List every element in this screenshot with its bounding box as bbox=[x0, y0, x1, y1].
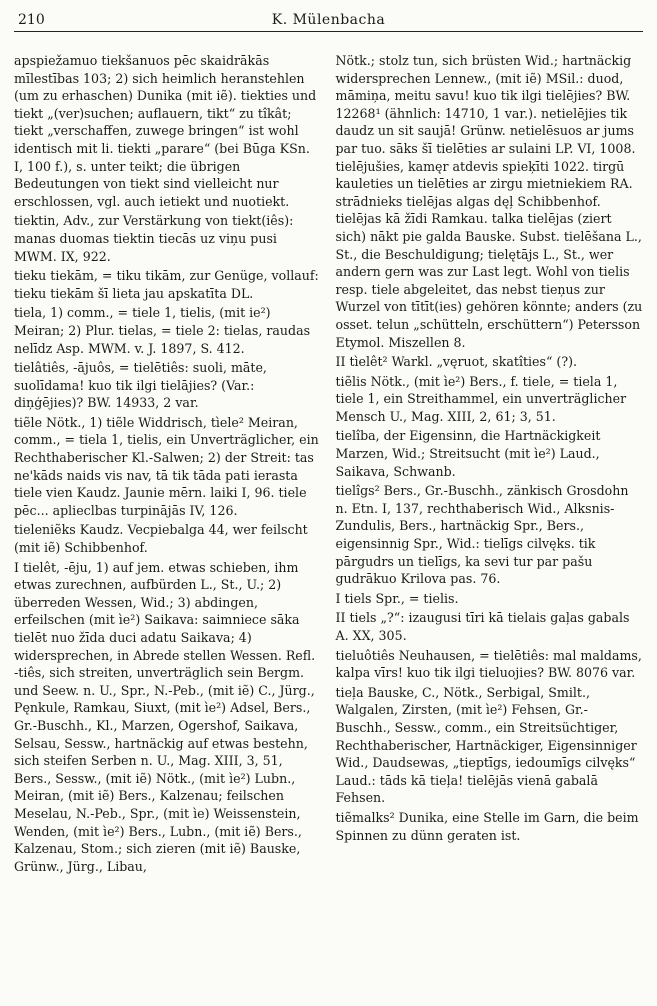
dictionary-entry: tielîba, der Eigensinn, die Hartnäckigkeit Marzen, Wid.; Streitsucht (mit ìe²) Laud., Saikava, Schwanb. bbox=[335, 428, 601, 479]
page-header bbox=[14, 12, 643, 32]
dictionary-entry: tielâtiês, -ājuôs, = tielētiês: suoli, māte, suolīdama! kuo tik ilgi tielājies? (Var.: diņģējies)? BW. 14933, 2 var. bbox=[14, 360, 267, 411]
dictionary-entry: tieku tiekām, = tiku tikām, zur Genüge, vollauf: tieku tiekām šī lieta jau apskatīta DL. bbox=[14, 268, 319, 301]
page-number: 210 bbox=[18, 12, 45, 28]
dictionary-entry: apspiežamuo tiekšanuos pēc skaidrākās mīlestības 103; 2) sich heimlich heranstehlen (um zu erhaschen) Dunika (mit iẽ). tiekties und tiekt „(ver)suchen; auflauern, tikt“ zu tîkât; tiekt „verschaffen, zuwege bringen“ ist wohl identisch mit li. tiekti „parare“ (bei Būga KSn. I, 100 f.), s. unter teikt; die übrigen Bedeutungen von tiekt sind vielleicht nur erschlossen, vgl. auch ietiekt und nuotiekt. bbox=[14, 53, 317, 209]
dictionary-entry: tiela, 1) comm., = tiele 1, tielis, (mit ie²) Meiran; 2) Plur. tielas, = tiele 2: tielas, raudas nelīdz Asp. MWM. v. J. 1897, S. 412. bbox=[14, 305, 311, 356]
dictionary-entry: tielîgs² Bers., Gr.-Buschh., zänkisch Grosdohn n. Etn. I, 137, rechthaberisch Wid., Alksnis-Zundulis, Bers., hartnäckig Spr., Bers., eigensinnig Spr., Wid.: tielīgs cilvęks. tik pārgudrs un tielīgs, ka sevi tur par pašu gudrākuo Krilova pas. 76. bbox=[335, 483, 629, 587]
running-title: K. Mülenbacha bbox=[271, 12, 386, 28]
dictionary-entry: II tìelêt² Warkl. „vęruot, skatîties“ (?). bbox=[335, 354, 578, 370]
left-column bbox=[14, 52, 322, 877]
dictionary-entry: tiektin, Adv., zur Verstärkung von tiekt(iês): manas duomas tiektin tiecās uz viņu pusi MWM. IX, 922. bbox=[14, 213, 294, 264]
dictionary-entry: tiẽmalks² Dunika, eine Stelle im Garn, die beim Spinnen zu dünn geraten ist. bbox=[335, 809, 639, 843]
dictionary-columns bbox=[14, 52, 643, 877]
dictionary-entry: I tielêt, -ēju, 1) auf jem. etwas schieben, ihm etwas zurechnen, aufbürden L., St., U.; 2) überreden Wessen, Wid.; 3) abdingen, erfeilschen (mit ìe²) Saikava: saimniece sāka tielēt nuo žīda duci adatu Saikava; 4) widersprechen, in Abrede stellen Wessen. Refl. -tiês, sich streiten, unverträglich sein Bergm. und Seew. n. U., Spr., N.-Peb., (mit iẽ) C., Jürg., Pęnkule, Ramkau, Siuxt, (mit ìe²) Adsel, Bers., Gr.-Buschh., Kl., Marzen, Ogershof, Saikava, Selsau, Sessw., hartnäckig auf etwas bestehn, sich steifen Serben n. U., Mag. XIII, 3, 51, Bers., Sessw., (mit iẽ) Nötk., (mit ìe²) Lubn., Meiran, (mit iẽ) Bers., Kalzenau; feilschen Meselau, N.-Peb., Spr., (mit ìe) Weissenstein, Wenden, (mit ìe²) Bers., Lubn., (mit iẽ) Bers., Kalzenau, Stom.; sich zieren (mit iẽ) Bauske, Grünw., Jürg., Libau, bbox=[14, 559, 316, 874]
dictionary-entry: Nötk.; stolz tun, sich brüsten Wid.; hartnäckig widersprechen Lennew., (mit iẽ) MSil.: duod, māmiņa, meitu savu! kuo tik ilgi tielējies? BW. 12268¹ (ähnlich: 14710, 1 var.). netielējies tik daudz un sit saujā! Grünw. netielēsuos ar jums par tuo. sāks šī tielēties ar sulaini LP. VI, 1008. tielējušies, kamęr atdevis spieķīti 1022. tirgū kauleties un tielēties ar zirgu mietniekiem RA. strādnieks tielējas algas dęļ Schibbenhof. tielējas kā žīdi Ramkau. talka tielējas (ziert sich) nākt pie galda Bauske. Subst. tielēšana L., St., die Beschuldigung; tielętājs L., St., wer andern gern was zur Last legt. Wohl von tielis resp. tiele abgeleitet, das nebst tieņus zur Wurzel von tītīt(ies) gehören könnte; anders (zu osset. telun „schütteln, erschüttern“) Petersson Etymol. Miszellen 8. bbox=[335, 53, 643, 350]
dictionary-entry: I tiels Spr., = tielis. bbox=[335, 590, 459, 606]
dictionary-entry: tiẽlis Nötk., (mit ìe²) Bers., f. tiele, = tiela 1, tiele 1, ein Streithammel, ein unverträglicher Mensch U., Mag. XIII, 2, 61; 3, 51. bbox=[335, 373, 627, 424]
dictionary-entry: tieluôtiês Neuhausen, = tielētiês: mal maldams, kalpa vīrs! kuo tik ilgi tieluojies? BW. 8076 var. bbox=[335, 647, 642, 681]
right-column bbox=[336, 52, 644, 877]
dictionary-entry: tiẽle Nötk., 1) tiẽle Widdrisch, tìele² Meiran, comm., = tiela 1, tielis, ein Unverträglicher, ein Rechthaberischer Kl.-Salwen; 2) der Streit: tas ne'kāds naids vis nav, tā tik tāda pati ierasta tiele vien Kaudz. Jaunie mērn. laiki I, 96. tiele pēc... aplieclbas turpinājās IV, 126. bbox=[14, 414, 319, 518]
dictionary-entry: tieleniẽks Kaudz. Vecpiebalga 44, wer feilscht (mit iẽ) Schibbenhof. bbox=[14, 522, 308, 556]
dictionary-entry: tieļa Bauske, C., Nötk., Serbigal, Smilt., Walgalen, Zirsten, (mit ìe²) Fehsen, Gr.-Buschh., Sessw., comm., ein Streitsüchtiger, Rechthaberischer, Hartnäckiger, Eigensinniger Wid., Daudsewas, „tieptīgs, iedoumīgs cilvęks“ Laud.: tāds kā tieļa! tielējās vienā gabalā Fehsen. bbox=[335, 684, 637, 806]
dictionary-entry: II tiels „?“: izaugusi tīri kā tielais gaļas gabals A. XX, 305. bbox=[335, 610, 630, 643]
